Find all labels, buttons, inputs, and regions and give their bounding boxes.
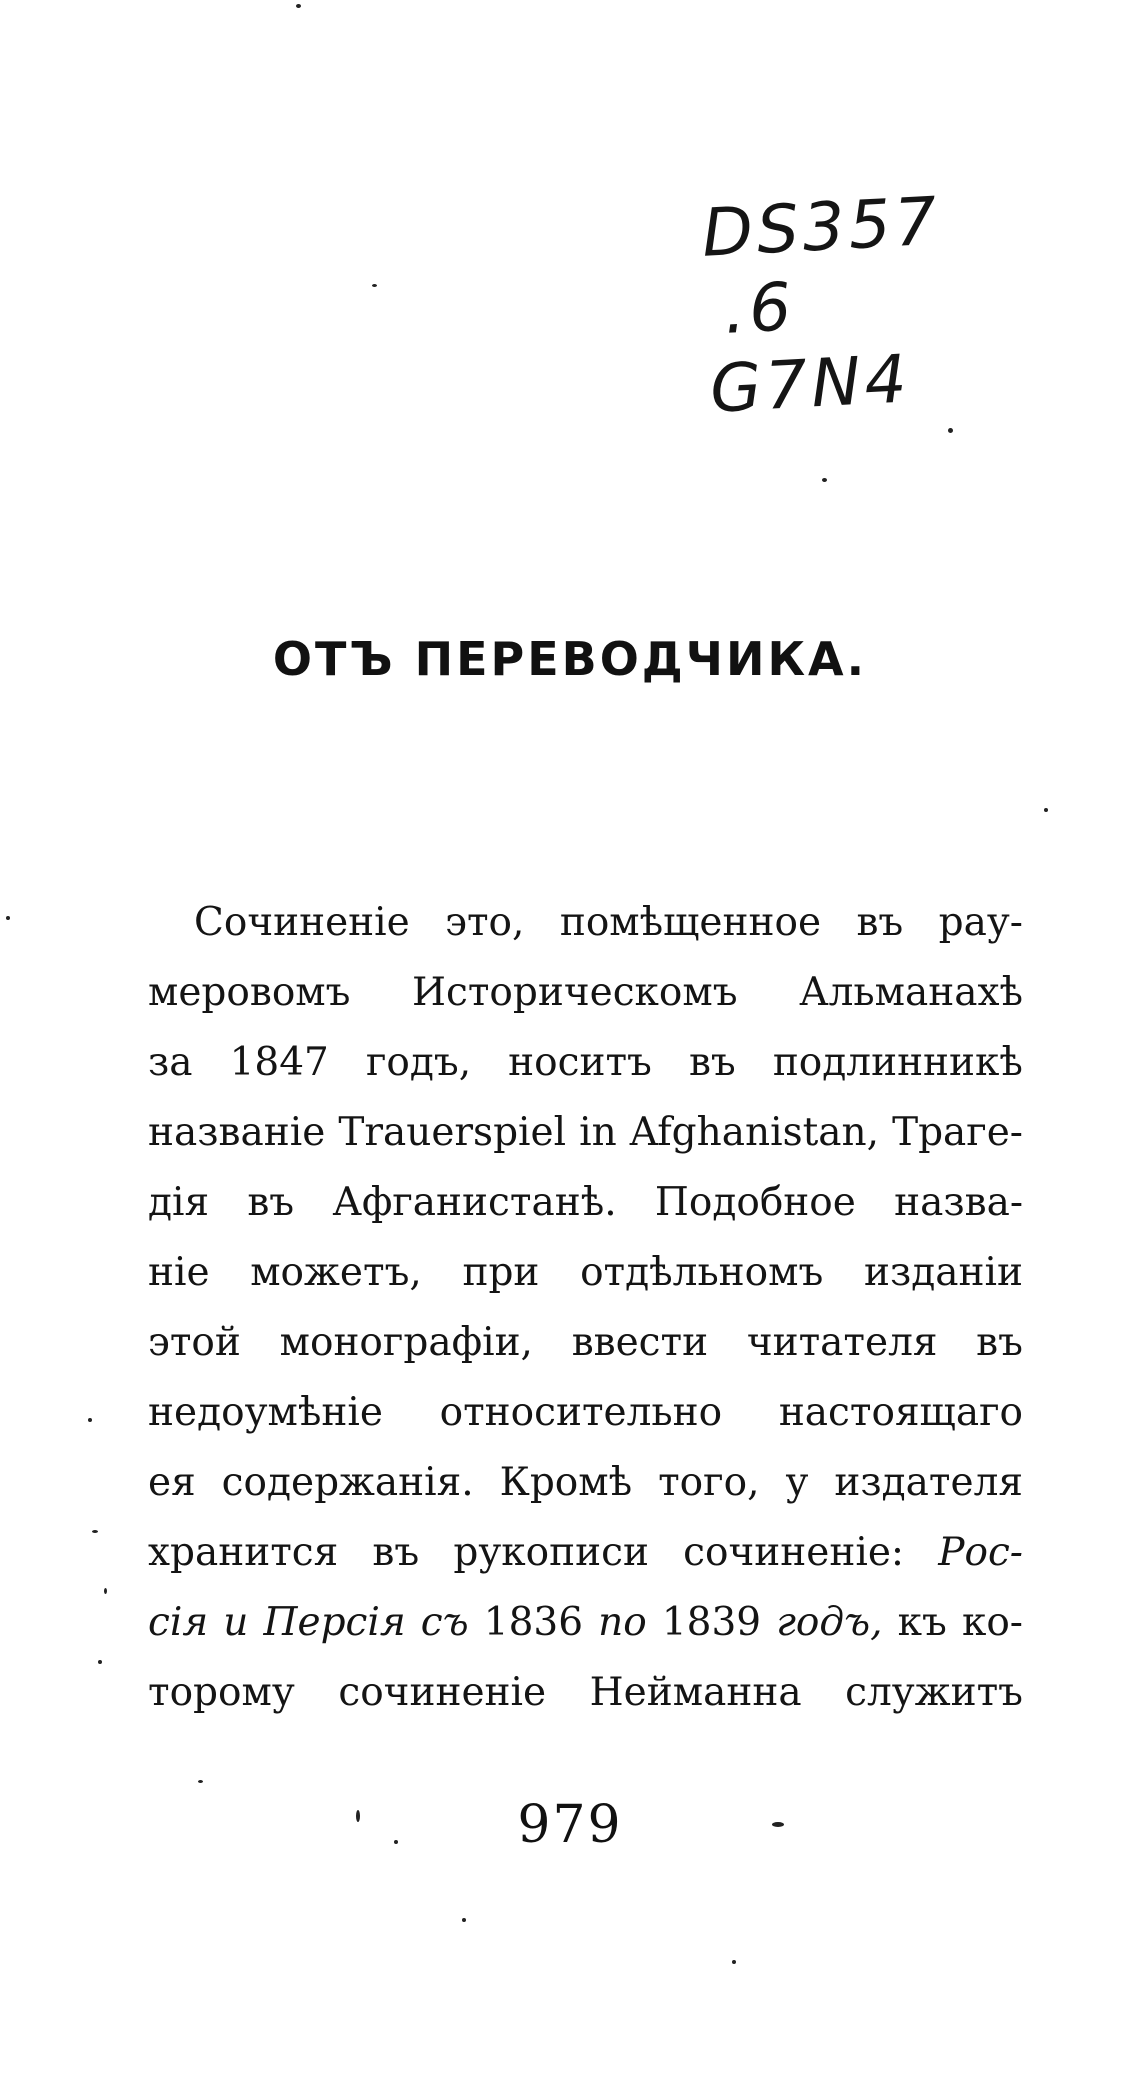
word: въ bbox=[247, 1180, 295, 1225]
word: Trauerspiel bbox=[338, 1110, 567, 1155]
word: въ bbox=[856, 900, 904, 945]
scan-speck bbox=[98, 1660, 102, 1664]
word: меровомъ bbox=[148, 970, 351, 1015]
word: сочиненіе bbox=[338, 1670, 547, 1715]
word: носитъ bbox=[508, 1040, 652, 1085]
word: къ bbox=[897, 1600, 947, 1645]
word: въ bbox=[688, 1040, 736, 1085]
word: и bbox=[223, 1600, 249, 1645]
word: въ bbox=[976, 1320, 1023, 1365]
word: издателя bbox=[834, 1460, 1023, 1505]
word: ввести bbox=[571, 1320, 709, 1365]
word: этой bbox=[148, 1320, 241, 1365]
word: того, bbox=[658, 1460, 760, 1505]
scan-speck bbox=[198, 1780, 203, 1783]
scan-speck bbox=[948, 428, 953, 433]
text-line bbox=[148, 1378, 1023, 1448]
word: Рос- bbox=[938, 1530, 1023, 1575]
word: сочиненіе: bbox=[683, 1530, 905, 1575]
word: Афганистанѣ. bbox=[332, 1180, 617, 1225]
scan-speck bbox=[732, 1960, 736, 1964]
word: по bbox=[598, 1600, 647, 1645]
text-line bbox=[148, 1028, 1023, 1098]
word: отдѣльномъ bbox=[580, 1250, 824, 1295]
scan-speck bbox=[394, 1840, 398, 1844]
word: названіе bbox=[148, 1110, 326, 1155]
word: Кромѣ bbox=[499, 1460, 633, 1505]
text-line bbox=[148, 888, 1023, 958]
word: рау- bbox=[938, 900, 1023, 945]
page-number: 979 bbox=[517, 1795, 623, 1855]
text-line bbox=[148, 1168, 1023, 1238]
word: торому bbox=[148, 1670, 295, 1715]
word: Подобное bbox=[654, 1180, 856, 1225]
word: служитъ bbox=[845, 1670, 1023, 1715]
body-paragraph bbox=[148, 888, 1023, 1728]
scan-speck bbox=[6, 916, 10, 920]
word: дія bbox=[148, 1180, 210, 1225]
word: подлинникѣ bbox=[772, 1040, 1023, 1085]
call-number-line-3: G7N4 bbox=[708, 340, 913, 428]
word: сія bbox=[148, 1600, 209, 1645]
word: 1839 bbox=[661, 1600, 762, 1645]
text-line bbox=[148, 1518, 1023, 1588]
word: ніе bbox=[148, 1250, 210, 1295]
word: рукописи bbox=[453, 1530, 649, 1575]
word: монографіи, bbox=[279, 1320, 533, 1365]
word: изданіи bbox=[863, 1250, 1023, 1295]
word: 1847 bbox=[229, 1040, 329, 1085]
word: Историческомъ bbox=[411, 970, 738, 1015]
text-line bbox=[148, 1658, 1023, 1728]
word: Персія bbox=[263, 1600, 406, 1645]
scan-speck bbox=[92, 1530, 98, 1533]
call-number-annotation bbox=[700, 179, 1012, 428]
word: съ bbox=[420, 1600, 469, 1645]
word: настоящаго bbox=[778, 1390, 1023, 1435]
text-line bbox=[148, 1238, 1023, 1308]
word: ко- bbox=[961, 1600, 1023, 1645]
word: при bbox=[462, 1250, 540, 1295]
scan-speck bbox=[356, 1810, 360, 1822]
section-heading: ОТЪ ПЕРЕВОДЧИКА. bbox=[272, 632, 868, 686]
scan-speck bbox=[104, 1588, 107, 1594]
text-line bbox=[148, 1308, 1023, 1378]
word: ея bbox=[148, 1460, 196, 1505]
scan-speck bbox=[462, 1918, 466, 1922]
word: въ bbox=[372, 1530, 420, 1575]
word: содержанія. bbox=[221, 1460, 474, 1505]
word: хранится bbox=[148, 1530, 339, 1575]
text-line bbox=[148, 1588, 1023, 1658]
scan-speck bbox=[88, 1418, 92, 1422]
word: in bbox=[579, 1110, 617, 1155]
word: это, bbox=[445, 900, 525, 945]
word: за bbox=[148, 1040, 193, 1085]
word: назва- bbox=[894, 1180, 1023, 1225]
scan-speck bbox=[822, 478, 827, 482]
word: Альманахѣ bbox=[799, 970, 1023, 1015]
word: Afghanistan, bbox=[629, 1110, 880, 1155]
word: годъ, bbox=[776, 1600, 883, 1645]
scan-speck bbox=[296, 4, 301, 8]
word: 1836 bbox=[483, 1600, 584, 1645]
word: можетъ, bbox=[250, 1250, 422, 1295]
word: читателя bbox=[746, 1320, 938, 1365]
word: у bbox=[785, 1460, 809, 1505]
call-number-line-1: DS357 bbox=[700, 182, 943, 272]
scan-speck bbox=[772, 1822, 784, 1827]
word: Траге- bbox=[892, 1110, 1023, 1155]
word: помѣщенное bbox=[559, 900, 822, 945]
word: годъ, bbox=[365, 1040, 472, 1085]
word: недоумѣніе bbox=[148, 1390, 383, 1435]
scan-speck bbox=[372, 284, 377, 287]
word: относительно bbox=[439, 1390, 723, 1435]
text-line bbox=[148, 1098, 1023, 1168]
text-line bbox=[148, 958, 1023, 1028]
word: Сочиненіе bbox=[194, 900, 410, 945]
word: Нейманна bbox=[589, 1670, 802, 1715]
call-number-line-2: .6 bbox=[722, 268, 797, 349]
scan-speck bbox=[1044, 808, 1048, 812]
text-line bbox=[148, 1448, 1023, 1518]
